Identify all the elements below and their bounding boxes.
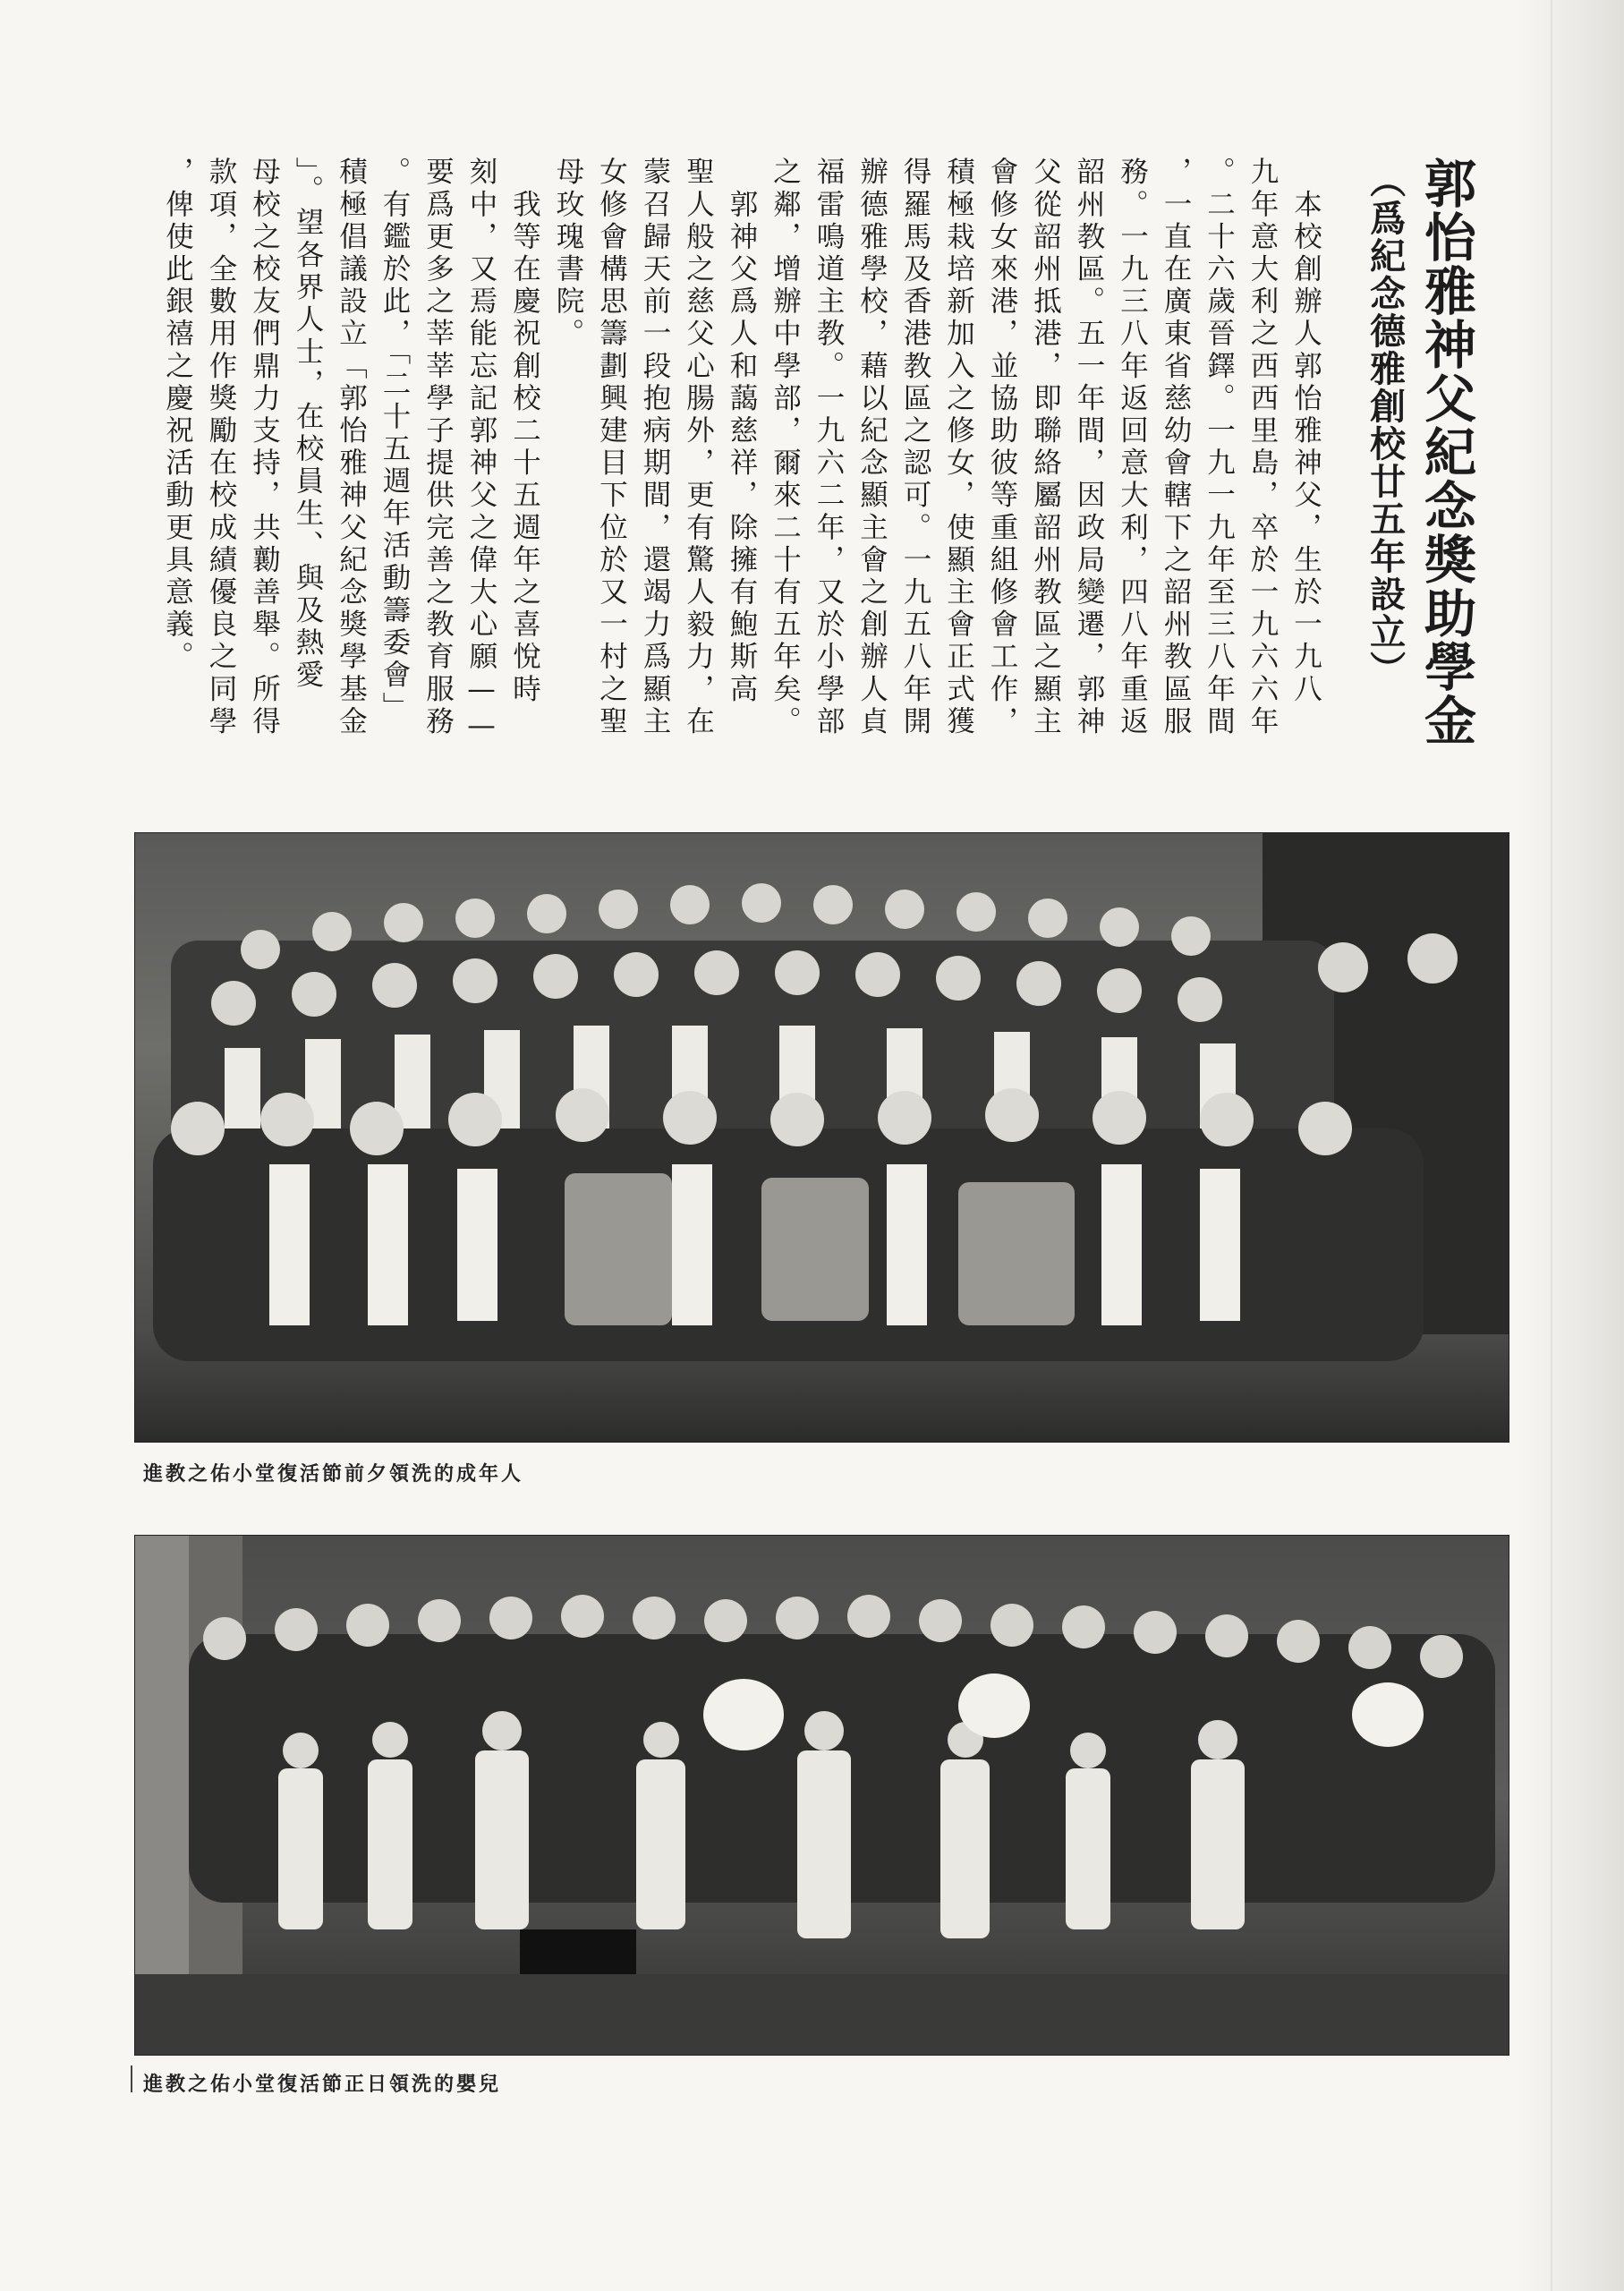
text-column: 女修會構思籌劃興建目下位於又一村之聖 [595,157,628,738]
photo-caption-infants: 進教之佑小堂復活節正日領洗的嬰兒 [143,2073,502,2096]
page-edge-shadow [1517,0,1624,2291]
text-column: 會修女來港，並協助彼等重組修會工作， [986,157,1019,738]
text-column: 郭神父爲人和藹慈祥，除擁有鮑斯高 [726,157,759,706]
group-photo-infants-image [135,1536,1509,2055]
group-photo-adults-image [135,833,1509,1442]
text-column: 辦德雅學校，藉以紀念顯主會之創辦人貞 [855,157,889,738]
text-column: 父從韶州抵港，即聯絡屬韶州教區之顯主 [1029,157,1062,738]
text-column: 。有鑑於此，「二十五週年活動籌委會」 [378,157,412,725]
text-column: ，俾使此銀禧之慶祝活動更具意義。 [161,157,194,674]
article-title: 郭怡雅神父紀念獎助學金 [1416,157,1476,747]
text-column: 韶州教區。五一年間，因政局變遷，郭神 [1073,157,1106,738]
text-column: 之鄰，增辦中學部，爾來二十有五年矣。 [769,157,802,738]
text-column: 積極倡議設立「郭怡雅神父紀念獎學基金 [335,157,368,738]
text-column: 福雷鳴道主教。一九六二年，又於小學部 [812,157,846,738]
text-column: 」。望各界人士，在校員生、與及熱愛 [292,157,325,692]
group-photo-adults [134,832,1509,1443]
group-photo-infants [134,1535,1509,2056]
text-column: 款項，全數用作獎勵在校成績優良之同學 [205,157,238,738]
text-column: 母校之校友們鼎力支持，共勷善舉。所得 [248,157,281,738]
text-column: 蒙召歸天前一段抱病期間，還竭力爲顯主 [639,157,672,738]
text-column: 得羅馬及香港教區之認可。一九五八年開 [899,157,932,738]
text-column: 本校創辦人郭怡雅神父，生於一九八 [1289,157,1322,706]
page-crease [1551,0,1552,2291]
text-column: 積極栽培新加入之修女，使顯主會正式獲 [942,157,975,738]
text-column: 聖人般之慈父心腸外，更有驚人毅力，在 [682,157,715,738]
article-vertical-text [148,157,1476,837]
text-column: 要爲更多之莘莘學子提供完善之教育服務 [421,157,455,738]
caption-margin-mark [131,2065,132,2092]
photo-caption-adults: 進教之佑小堂復活節前夕領洗的成年人 [143,1462,524,1486]
text-column: 刻中，又焉能忘記郭神父之偉大心願—— [465,157,498,746]
text-column: 母玫瑰書院。 [552,157,585,351]
text-column: 務。一九三八年返回意大利，四八年重返 [1116,157,1149,738]
article-subtitle: （爲紀念德雅創校廿五年設立） [1364,162,1406,688]
text-column: 我等在慶祝創校二十五週年之喜悅時 [508,157,541,706]
text-column: 九年意大利之西西里島，卒於一九六六年 [1246,157,1280,738]
text-column: 。二十六歲晉鐸。一九一九年至三八年間 [1203,157,1236,738]
text-column: ，一直在廣東省慈幼會轄下之韶州教區服 [1160,157,1193,738]
